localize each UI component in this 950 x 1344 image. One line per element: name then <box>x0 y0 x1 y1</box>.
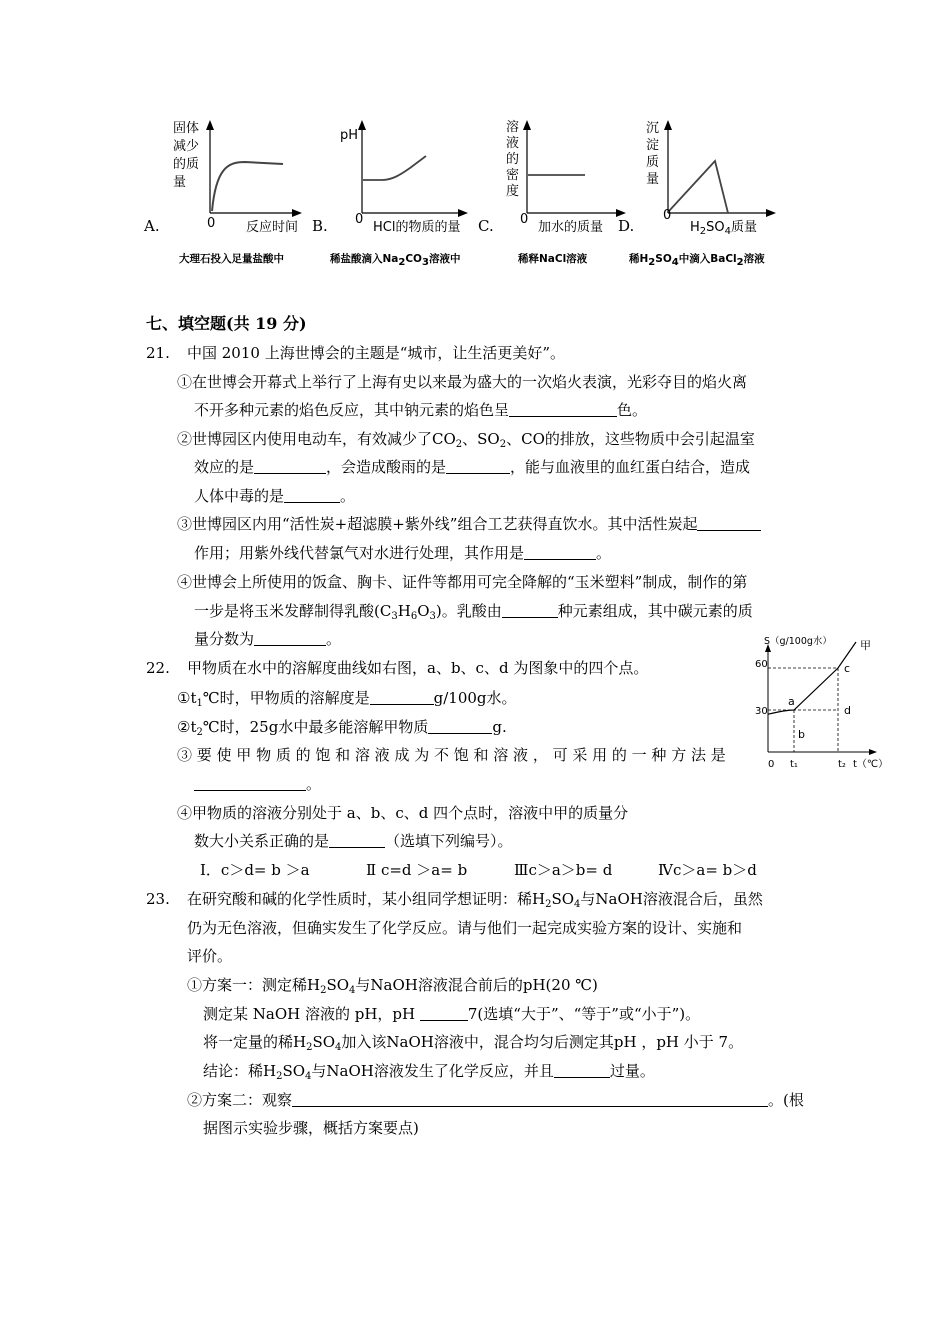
graph-a-letter: A. <box>144 217 160 235</box>
q23-blank-excess[interactable] <box>554 1063 610 1078</box>
graph-d-y-label: 沉淀质量 <box>646 121 660 187</box>
graph-d-y-arrow <box>664 120 672 130</box>
q21-blank-greenhouse[interactable] <box>254 459 326 474</box>
q23-blank-observe[interactable] <box>292 1092 768 1107</box>
graph-a-y-label: 固体减少的质量 <box>173 121 200 190</box>
sol-point-d: d <box>844 704 851 717</box>
q21-blank-elements[interactable] <box>502 603 558 618</box>
sol-tick-t1: t₁ <box>790 759 798 770</box>
sol-tick-t2: t₂ <box>838 759 846 770</box>
q22-blank-method[interactable] <box>194 776 306 791</box>
q21-part3-line1: ③世博园区内用“活性炭+超滤膜+紫外线”组合工艺获得直饮水。其中活性炭起 <box>177 514 761 534</box>
graph-d-x-label: $H_2SO_4$质量 <box>690 220 758 237</box>
sol-point-a: a <box>788 695 795 708</box>
graph-b-x-label: HCl的物质的量 <box>373 220 461 235</box>
q23-stem-line1: 在研究酸和碱的化学性质时，某小组同学想证明：稀$H_2SO_4$与NaOH溶液混合后，虽然 <box>187 890 763 910</box>
q21-part1-line2: 不开多种元素的焰色反应，其中钠元素的焰色呈 色。 <box>194 401 648 419</box>
sol-x-label: t（℃） <box>853 759 889 770</box>
graph-d-curve <box>669 161 728 213</box>
sol-point-b: b <box>798 728 805 742</box>
q22-option-4[interactable]: Ⅳc＞a= b＞d <box>658 861 757 879</box>
q21-part4-line1: ④世博会上所使用的饭盒、胸卡、证件等都用可完全降解的“玉米塑料”制成，制作的第 <box>177 573 748 591</box>
graph-a-x-label: 反应时间 <box>246 220 299 235</box>
sol-origin: 0 <box>768 759 775 770</box>
graph-d-letter: D. <box>618 217 635 235</box>
q22-blank-choice[interactable] <box>329 833 385 848</box>
q22-part4-line1: ④甲物质的溶液分别处于 a、b、c、d 四个点时，溶液中甲的质量分 <box>177 804 629 822</box>
q21-part4-line2: 一步是将玉米发酵制得乳酸$(C_3H_6O_3)$。乳酸由 种元素组成，其中碳元素的质 <box>194 602 753 622</box>
graph-b-y-label: pH <box>340 128 359 143</box>
q21-part3-line2: 作用；用紫外线代替氯气对水进行处理，其作用是 。 <box>194 544 612 562</box>
graph-d-x-arrow <box>766 209 776 217</box>
q22-option-2[interactable]: Ⅱ c=d ＞a= b <box>366 861 468 879</box>
q23-scheme1-step2: 将一定量的稀$H_2SO_4$加入该NaOH溶液中，混合均匀后测定其pH ，pH 小于 7。 <box>203 1033 744 1053</box>
q21-part2-line3: 人体中毒的是 。 <box>194 487 356 505</box>
q22-part4-line2: 数大小关系正确的是 （选填下列编号）。 <box>194 832 513 850</box>
q22-stem: 甲物质在水中的溶解度曲线如右图，a、b、c、d 为图象中的四个点。 <box>187 659 649 677</box>
graph-c-y-label: 溶液的密度 <box>506 120 520 199</box>
graph-d-caption: 稀$H_2SO_4$中滴入BaCl$_2$溶液 <box>629 253 765 268</box>
graph-a-origin: 0 <box>207 216 216 231</box>
graph-c-caption: 稀释NaCl溶液 <box>518 253 588 265</box>
sol-curve-jia <box>768 642 856 714</box>
q23-stem-line3: 评价。 <box>187 947 233 965</box>
q21-blank-uv[interactable] <box>524 545 596 560</box>
graph-c-origin: 0 <box>520 212 529 227</box>
q21-blank-sodium-color[interactable] <box>509 402 617 417</box>
sol-tick-60: 60 <box>755 659 768 670</box>
sol-plot-layer <box>768 642 856 752</box>
q21-part2-line2: 效应的是 ，会造成酸雨的是 ，能与血液里的血红蛋白结合，造成 <box>194 458 751 476</box>
q22-option-1[interactable]: Ⅰ．c＞d= b ＞a <box>200 861 310 879</box>
q22-option-3[interactable]: Ⅲc＞a＞b= d <box>514 861 613 879</box>
q23-scheme2-line1: ②方案二：观察 。(根 <box>187 1091 804 1109</box>
q21-blank-poison[interactable] <box>284 488 340 503</box>
graph-b-curve <box>363 156 426 180</box>
q21-blank-carbon[interactable] <box>697 516 761 531</box>
graph-b-y-arrow <box>358 120 366 130</box>
graph-b-caption: 稀盐酸滴入$Na_2CO_3$溶液中 <box>330 253 461 268</box>
q22-part1: $①t_1℃$时，甲物质的溶解度是 g/100g水。 <box>177 689 517 709</box>
q21-blank-carbon-fraction[interactable] <box>254 631 326 646</box>
graph-c-x-label: 加水的质量 <box>538 220 604 235</box>
q21-part4-line3: 量分数为 。 <box>194 630 342 648</box>
q21-number: 21. <box>146 344 170 362</box>
solubility-chart <box>750 632 945 777</box>
graph-b-origin: 0 <box>355 212 364 227</box>
q23-blank-ph-compare[interactable] <box>420 1006 468 1021</box>
q21-blank-acid-rain[interactable] <box>446 459 510 474</box>
q21-stem: 中国 2010 上海世博会的主题是“城市，让生活更美好”。 <box>187 344 566 362</box>
q21-part2-line1: ②世博园区内使用电动车，有效减少了$CO_2$、$SO_2$、CO的排放，这些物质中会引起温室 <box>177 430 755 450</box>
sol-curve-label: 甲 <box>860 639 871 652</box>
q22-blank-mass[interactable] <box>428 719 492 734</box>
q22-part3-line1: ③ 要 使 甲 物 质 的 饱 和 溶 液 成 为 不 饱 和 溶 液 ， 可 采 用 的 一 种 方 法 是 <box>177 746 726 764</box>
graph-c-letter: C. <box>478 217 494 235</box>
graph-a-caption: 大理石投入足量盐酸中 <box>179 253 284 265</box>
q23-scheme1-title: ①方案一：测定稀$H_2SO_4$与NaOH溶液混合前后的pH(20 ℃) <box>187 976 598 996</box>
section-title: 七、填空题(共 19 分) <box>146 314 307 333</box>
q22-number: 22. <box>146 659 170 677</box>
graph-a-y-arrow <box>206 120 214 130</box>
sol-x-arrow <box>869 749 877 755</box>
q23-scheme1-conclusion: 结论：稀$H_2SO_4$与NaOH溶液发生了化学反应，并且 过量。 <box>203 1062 655 1082</box>
graph-c-y-arrow <box>523 120 531 130</box>
sol-y-label: S（g/100g水） <box>764 636 832 647</box>
q23-stem-line2: 仍为无色溶液，但确实发生了化学反应。请与他们一起完成实验方案的设计、实施和 <box>187 919 743 937</box>
q22-blank-solubility[interactable] <box>370 690 434 705</box>
sol-tick-30: 30 <box>755 706 768 717</box>
graph-a-curve <box>212 162 283 211</box>
q23-number: 23. <box>146 890 170 908</box>
q21-part1-line1: ①在世博会开幕式上举行了上海有史以来最为盛大的一次焰火表演，光彩夺目的焰火离 <box>177 373 748 391</box>
q23-scheme1-step1: 测定某 NaOH 溶液的 pH，pH 7(选填“大于”、“等于”或“小于”)。 <box>203 1005 701 1023</box>
q23-scheme2-line2: 据图示实验步骤，概括方案要点) <box>203 1119 419 1137</box>
q22-part2: $②t_2℃$时，25g水中最多能溶解甲物质 g. <box>177 718 507 738</box>
graph-d-origin: 0 <box>663 208 672 223</box>
graph-b-letter: B. <box>312 217 328 235</box>
q22-part3-line2: 。 <box>194 774 321 794</box>
sol-point-c: c <box>844 662 851 675</box>
